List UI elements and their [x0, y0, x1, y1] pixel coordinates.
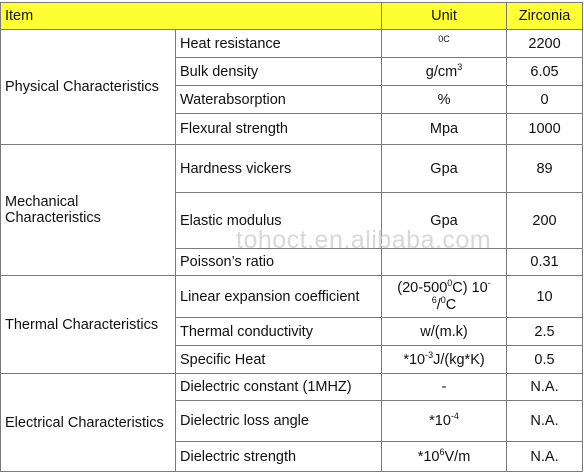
- unit-superscript: -: [487, 277, 491, 288]
- table-row: [1, 30, 583, 58]
- property-name: Linear expansion coefficient: [176, 276, 382, 318]
- unit-superscript: 0: [447, 277, 453, 288]
- unit-text: /: [436, 296, 441, 313]
- unit-superscript: 0C: [438, 33, 450, 44]
- table-row: [1, 276, 583, 318]
- property-unit: %: [382, 86, 507, 114]
- unit-text: C) 10: [452, 279, 488, 296]
- property-value: 0: [507, 86, 583, 114]
- property-value: 6.05: [507, 58, 583, 86]
- unit-text: *10: [429, 413, 451, 429]
- group-thermal: Thermal Characteristics: [1, 276, 176, 374]
- property-name: Dielectric strength: [176, 442, 382, 472]
- property-name: Flexural strength: [176, 114, 382, 145]
- property-value: 0.5: [507, 346, 583, 374]
- property-name: Elastic modulus: [176, 193, 382, 249]
- property-name: Thermal conductivity: [176, 318, 382, 346]
- property-name: Bulk density: [176, 58, 382, 86]
- unit-text: *10: [403, 351, 426, 368]
- unit-text: J/(kg*K): [433, 351, 485, 368]
- header-zirconia: Zirconia: [507, 3, 583, 30]
- property-name: Heat resistance: [176, 30, 382, 58]
- property-unit: [382, 30, 507, 58]
- unit-text: *10: [417, 448, 440, 465]
- unit-superscript: -3: [425, 349, 434, 360]
- property-unit: [382, 249, 507, 276]
- unit-superscript: -4: [450, 411, 459, 422]
- property-name: Waterabsorption: [176, 86, 382, 114]
- property-unit: -: [382, 374, 507, 401]
- property-unit: Gpa: [382, 193, 507, 249]
- property-unit: [382, 401, 507, 442]
- unit-text: g/cm: [425, 63, 458, 80]
- table-row: [1, 374, 583, 401]
- group-electrical: Electrical Characteristics: [1, 374, 176, 472]
- property-name: Specific Heat: [176, 346, 382, 374]
- property-unit: [382, 442, 507, 472]
- property-unit: w/(m.k): [382, 318, 507, 346]
- property-value: N.A.: [507, 401, 583, 442]
- specification-table: [0, 2, 583, 472]
- unit-text: C: [445, 296, 457, 313]
- header-row: [1, 3, 583, 30]
- property-value: N.A.: [507, 442, 583, 472]
- property-value: 2.5: [507, 318, 583, 346]
- group-mechanical: Mechanical Characteristics: [1, 145, 176, 276]
- unit-superscript: 0: [440, 294, 446, 305]
- property-value: N.A.: [507, 374, 583, 401]
- property-name: Dielectric constant (1MHZ): [176, 374, 382, 401]
- property-value: 10: [507, 276, 583, 318]
- unit-superscript: 3: [457, 61, 463, 72]
- group-physical: Physical Characteristics: [1, 30, 176, 145]
- property-unit: Gpa: [382, 145, 507, 193]
- property-unit: [382, 58, 507, 86]
- property-value: 200: [507, 193, 583, 249]
- unit-text: (20-500: [397, 279, 448, 296]
- property-name: Hardness vickers: [176, 145, 382, 193]
- property-unit: [382, 346, 507, 374]
- property-name: Poisson’s ratio: [176, 249, 382, 276]
- property-unit: Mpa: [382, 114, 507, 145]
- unit-superscript: 6: [439, 446, 445, 457]
- unit-text: V/m: [444, 448, 471, 465]
- header-unit: Unit: [382, 3, 507, 30]
- property-value: 1000: [507, 114, 583, 145]
- property-name: Dielectric loss angle: [176, 401, 382, 442]
- table-row: [1, 145, 583, 193]
- watermark: tohoct.en.alibaba.com: [236, 226, 492, 254]
- property-value: 0.31: [507, 249, 583, 276]
- header-item: Item: [1, 3, 382, 30]
- property-value: 2200: [507, 30, 583, 58]
- unit-superscript: 6: [431, 294, 437, 305]
- property-value: 89: [507, 145, 583, 193]
- property-unit: [382, 276, 507, 318]
